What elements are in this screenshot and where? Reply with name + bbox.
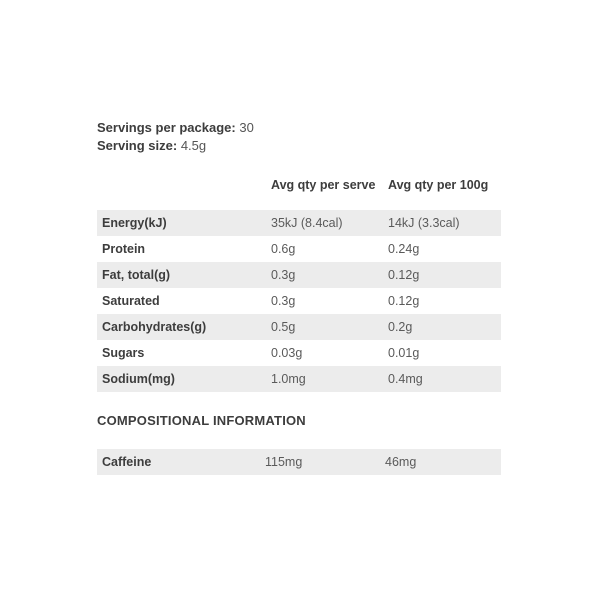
- nutrient-name: Carbohydrates(g): [102, 320, 207, 334]
- column-header-per-100g: Avg qty per 100g: [388, 178, 489, 192]
- per-serve-value: 115mg: [265, 455, 303, 469]
- serving-size: [97, 137, 206, 155]
- compositional-table: [97, 449, 501, 475]
- per-serve-value: 0.3g: [271, 268, 296, 282]
- column-header-per-serve: Avg qty per serve: [271, 178, 376, 192]
- table-row: [97, 210, 501, 236]
- table-row: [97, 366, 501, 392]
- nutrition-table-header: [97, 176, 501, 210]
- table-row: [97, 288, 501, 314]
- per-serve-value: 1.0mg: [271, 372, 306, 386]
- per-serve-value: 0.5g: [271, 320, 296, 334]
- nutrient-name: Saturated: [102, 294, 160, 308]
- per-serve-value: 0.03g: [271, 346, 303, 360]
- ingredient-name: Caffeine: [102, 455, 152, 469]
- nutrition-table: [97, 176, 501, 392]
- per-100g-value: 0.12g: [388, 268, 420, 282]
- table-row: [97, 236, 501, 262]
- table-row: [97, 262, 501, 288]
- per-100g-value: 46mg: [385, 455, 417, 469]
- serving-size-value: 4.5g: [180, 138, 207, 153]
- per-serve-value: 35kJ (8.4cal): [271, 216, 343, 230]
- servings-per-package-label: Servings per package:: [97, 120, 236, 135]
- per-100g-value: 0.01g: [388, 346, 420, 360]
- nutrient-name: Sugars: [102, 346, 145, 360]
- nutrient-name: Fat, total(g): [102, 268, 171, 282]
- serving-size-label: Serving size:: [97, 138, 178, 153]
- per-100g-value: 0.24g: [388, 242, 420, 256]
- per-serve-value: 0.3g: [271, 294, 296, 308]
- table-row: [97, 449, 501, 475]
- nutrient-name: Sodium(mg): [102, 372, 175, 386]
- per-100g-value: 14kJ (3.3cal): [388, 216, 460, 230]
- table-row: [97, 340, 501, 366]
- servings-per-package: [97, 119, 254, 137]
- nutrient-name: Protein: [102, 242, 146, 256]
- compositional-information-title: COMPOSITIONAL INFORMATION: [97, 413, 306, 428]
- per-100g-value: 0.2g: [388, 320, 413, 334]
- servings-per-package-value: 30: [239, 120, 254, 135]
- nutrient-name: Energy(kJ): [102, 216, 167, 230]
- per-serve-value: 0.6g: [271, 242, 296, 256]
- per-100g-value: 0.4mg: [388, 372, 423, 386]
- table-row: [97, 314, 501, 340]
- per-100g-value: 0.12g: [388, 294, 420, 308]
